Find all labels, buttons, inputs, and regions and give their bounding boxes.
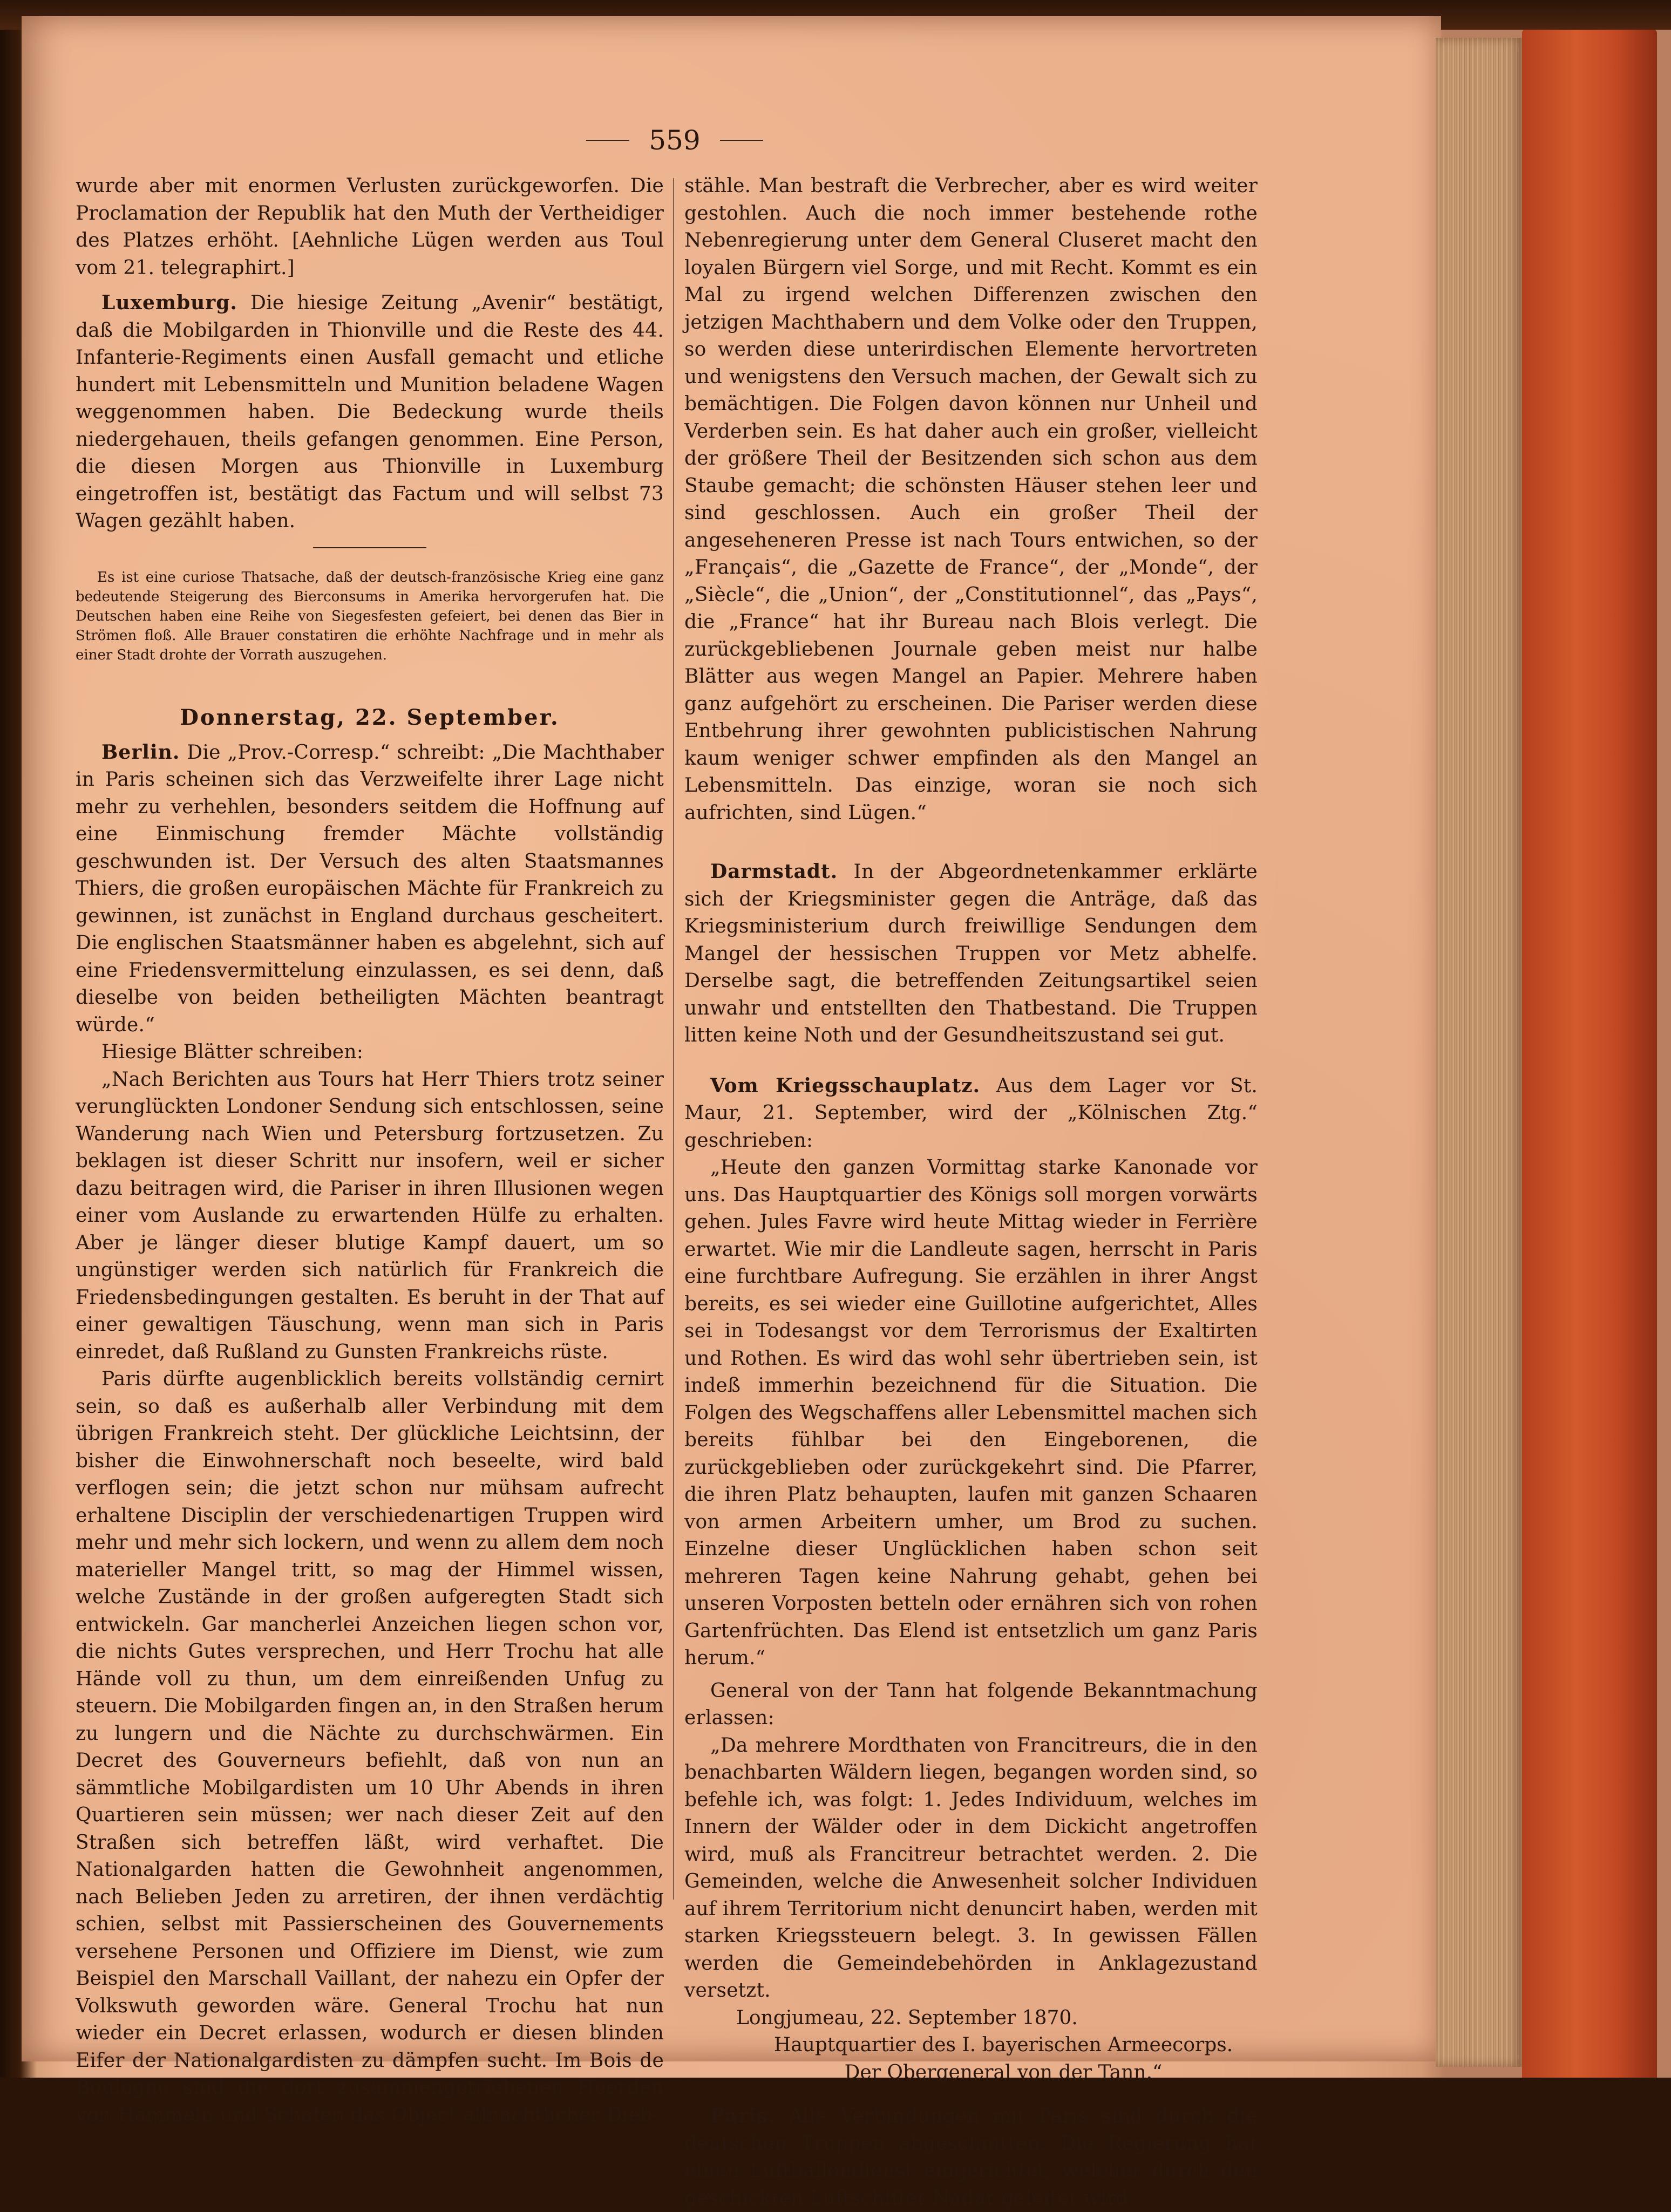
page-header [561, 121, 788, 159]
paragraph: Paris dürfte augenblicklich bereits vollständig cernirt sein, so daß es außerhalb aller Verbindung mit dem übrigen Frankreich steht. Der glückliche Leichtsinn, der bisher die Einwohnerschaft noch beseelte, wird bald verflogen sein; die jetzt schon nur mühsam aufrecht erhaltene Disciplin der verschiedenartigen Truppen wird mehr und mehr sich lockern, und wenn zu allem dem noch materieller Mangel tritt, so mag der Himmel wissen, welche Zustände in der großen aufgeregten Stadt sich entwickeln. Gar mancherlei Anzeichen liegen schon vor, die nichts Gutes versprechen, und Herr Trochu hat alle Hände voll zu thun, um dem einreißenden Unfug zu steuern. Die Mobilgarden fingen an, in den Straßen herum zu lungern und die Nächte zu durchschwärmen. Ein Decret des Gouverneurs befiehlt, daß von nun an sämmtliche Mobilgardisten um 10 Uhr Abends in ihren Quartieren sein müssen; wer nach dieser Zeit auf den Straßen sich betreffen läßt, wird verhaftet. Die Nationalgarden hatten die Gewohnheit angenommen, nach Belieben Jeden zu arretiren, der ihnen verdächtig schien, selbst mit Passierscheinen des Gouvernements versehene Personen und Offiziere im Dienst, wie zum Beispiel den Marschall Vaillant, der nahezu ein Opfer der Volkswuth geworden wäre. General Trochu hat nun wieder ein Decret erlassen, wodurch er diesen blinden Eifer der Nationalgardisten zu dämpfen sucht. Im Bois de Boulogne sind die dort zusammengetriebenen Heerden von Hämmeln und Schafen das Object allnächtlicher Dieb- [76, 1368, 664, 2126]
article-luxemburg [76, 289, 664, 535]
article-heading: Vom Kriegsschauplatz. [710, 1074, 981, 1097]
article-text: Alle Verbindungen mit Paris sind durch die deutschen Truppen abgeschnitten. Die Regierung hat einen Luftballondienst eingerichtet, welcher durch den geschickten Luftschiffer Nadar geleitet wird. [684, 2105, 1258, 2209]
article-kriegsschauplatz [684, 1072, 1258, 1155]
page-edges-stack [1436, 38, 1522, 2067]
date-heading: Donnerstag, 22. September. [180, 704, 560, 730]
separator-rule [313, 547, 426, 548]
article-text: Die hiesige Zeitung „Avenir“ bestätigt, daß die Mobilgarden in Thionville und die Reste des 44. Infanterie-Regiments einen Ausfall gemacht und etliche hundert mit Lebensmitteln und Munition beladene Wagen weggenommen haben. Die Bedeckung wurde theils niedergehauen, theils gefangen genommen. Eine Person, die diesen Morgen aus Thionville in Luxemburg eingetroffen ist, bestätigt das Factum und will selbst 73 Wagen gezählt haben. [76, 292, 664, 532]
signature-line: Der Obergeneral von der Tann.“ [844, 2061, 1163, 2084]
right-column [684, 173, 1258, 2212]
article-darmstadt [684, 858, 1258, 1050]
column-divider [673, 178, 674, 1900]
paragraph: Hiesige Blätter schreiben: [101, 1041, 364, 1063]
signature-line: Hauptquartier des I. bayerischen Armeecorps. [773, 2034, 1233, 2056]
article-heading: Luxemburg. [101, 291, 237, 314]
paragraph: stähle. Man bestraft die Verbrecher, aber es wird weiter gestohlen. Auch die noch immer bestehende rothe Nebenregierung unter dem General Cluseret macht den loyalen Bürgern viel Sorge, und mit Recht. Kommt es ein Mal zu irgend welchen Differenzen zwischen den jetzigen Machthabern und dem Volke oder den Truppen, so werden diese unterirdischen Elemente hervortreten und wenigstens den Versuch machen, der Gewalt sich zu bemächtigen. Die Folgen davon können nur Unheil und Verderben sein. Es hat daher auch ein großer, vielleicht der größere Theil der Besitzenden sich schon aus dem Staube gemacht; die schönsten Häuser stehen leer und sind geschlossen. Auch ein großer Theil der angeseheneren Presse ist nach Tours entwichen, so der „Français“, die „Gazette de France“, der „Monde“, der „Siècle“, die „Union“, der „Constitutionnel“, das „Pays“, die „France“ hat ihr Bureau nach Blois verlegt. Die zurückgebliebenen Journale geben meist nur halbe Blätter aus wegen Mangel an Papier. Mehrere haben ganz aufgehört zu erscheinen. Die Pariser werden diese Entbehrung ihrer gewohnten publicistischen Nahrung kaum weniger schwer empfinden als den Mangel an Lebensmitteln. Das einzige, woran sie noch sich aufrichten, sind Lügen.“ [684, 175, 1258, 824]
article-text: Aus dem Lager vor St. Maur, 21. September, wird der „Kölnischen Ztg.“ geschrieben: [684, 1074, 1258, 1152]
left-column [76, 173, 664, 2129]
paragraph: „Nach Berichten aus Tours hat Herr Thiers trotz seiner verunglückten Londoner Sendung sich entschlossen, seine Wanderung nach Wien und Petersburg fortzusetzen. Zu beklagen ist dieser Schritt nur insofern, weil er sicher dazu beitragen wird, die Pariser in ihren Illusionen wegen einer vom Auslande zu erwartenden Hülfe zu erhalten. Aber je länger dieser blutige Kampf dauert, um so ungünstiger werden sich natürlich für Frankreich die Friedensbedingungen gestalten. Es beruht in der That auf einer gewaltigen Täuschung, wenn man sich in Paris einredet, daß Rußland zu Gunsten Frankreichs rüste. [76, 1068, 664, 1363]
article-heading: Paris. [710, 2105, 776, 2127]
note-paragraph: Es ist eine curiose Thatsache, daß der deutsch-französische Krieg eine ganz bedeutende Steigerung des Bierconsums in Amerika hervorgerufen hat. Die Deutschen haben eine Reihe von Siegesfesten gefeiert, bei denen das Bier in Strömen floß. Alle Brauer constatiren die erhöhte Nachfrage und in mehr als einer Stadt drohte der Vorrath auszugehen. [76, 569, 664, 663]
article-heading: Berlin. [101, 740, 180, 764]
page-number: 559 [649, 125, 701, 156]
paragraph: „Heute den ganzen Vormittag starke Kanonade vor uns. Das Hauptquartier des Königs soll morgen vorwärts gehen. Jules Favre wird heute Mittag wieder in Ferrière erwartet. Wie mir die Landleute sagen, herrscht in Paris eine furchtbare Aufregung. Sie erzählen in ihrer Angst bereits, es sei wieder eine Guillotine aufgerichtet, Alles sei in Todesangst vor dem Terrorismus der Exaltirten und Rothen. Es wird das wohl sehr übertrieben sein, ist indeß immerhin bezeichnend für die Situation. Die Folgen des Wegschaffens aller Lebensmittel machen sich bereits fühlbar bei den Eingeborenen, die zurückgeblieben oder zurückgekehrt sind. Die Pfarrer, die ihren Platz behaupten, laufen mit ganzen Schaaren von armen Arbeitern umher, um Brod zu suchen. Einzelne dieser Unglücklichen haben schon seit mehreren Tagen keine Nahrung gehabt, gehen bei unseren Vorposten betteln oder ernähren sich von rohen Gartenfrüchten. Das Elend ist entsetzlich um ganz Paris herum.“ [684, 1156, 1258, 1669]
article-text: Die „Prov.-Corresp.“ schreibt: „Die Machthaber in Paris scheinen sich das Verzweifelte ihrer Lage nicht mehr zu verhehlen, besonders seitdem die Hoffnung auf eine Einmischung fremder Mächte vollständig geschwunden ist. Der Versuch des alten Staatsmannes Thiers, die großen europäischen Mächte für Frankreich zu gewinnen, ist zunächst in England durchaus gescheitert. Die englischen Staatsmänner haben es abgelehnt, sich auf eine Friedensvermittelung einzulassen, es sei denn, daß dieselbe von beiden betheiligten Mächten beantragt würde.“ [76, 741, 664, 1036]
paragraph: wurde aber mit enormen Verlusten zurückgeworfen. Die Proclamation der Republik hat den Muth der Vertheidiger des Platzes erhöht. [Aehnliche Lügen werden aus Toul vom 21. telegraphirt.] [76, 175, 664, 279]
paragraph: „Da mehrere Mordthaten von Francitreurs, die in den benachbarten Wäldern liegen, begangen worden sind, so befehle ich, was folgt: 1. Jedes Individuum, welches im Innern der Wälder oder in dem Dickicht angetroffen wird, muß als Francitreur betrachtet werden. 2. Die Gemeinden, welche die Anwesenheit solcher Individuen auf ihrem Territorium nicht denuncirt haben, werden mit starken Kriegssteuern belegt. 3. In gewissen Fällen werden die Gemeindebehörden in Anklagezustand versetzt. [684, 1734, 1258, 2002]
header-rule-left [586, 140, 629, 141]
article-heading: Darmstadt. [710, 860, 838, 883]
book-cover-red-edge [1522, 30, 1657, 2091]
article-berlin [76, 739, 664, 1039]
article-paris [684, 2102, 1258, 2212]
header-rule-right [720, 140, 763, 141]
article-text: In der Abgeordnetenkammer erklärte sich der Kriegsminister gegen die Anträge, daß das Kriegsministerium durch freiwillige Sendungen dem Mangel der hessischen Truppen vor Metz abhelfe. Derselbe sagt, die betreffenden Zeitungsartikel seien unwahr und entstellten den Thatbestand. Die Truppen litten keine Noth und der Gesundheitszustand sei gut. [684, 861, 1258, 1046]
place-date: Longjumeau, 22. September 1870. [736, 2006, 1078, 2029]
paragraph: General von der Tann hat folgende Bekanntmachung erlassen: [684, 1679, 1258, 1729]
